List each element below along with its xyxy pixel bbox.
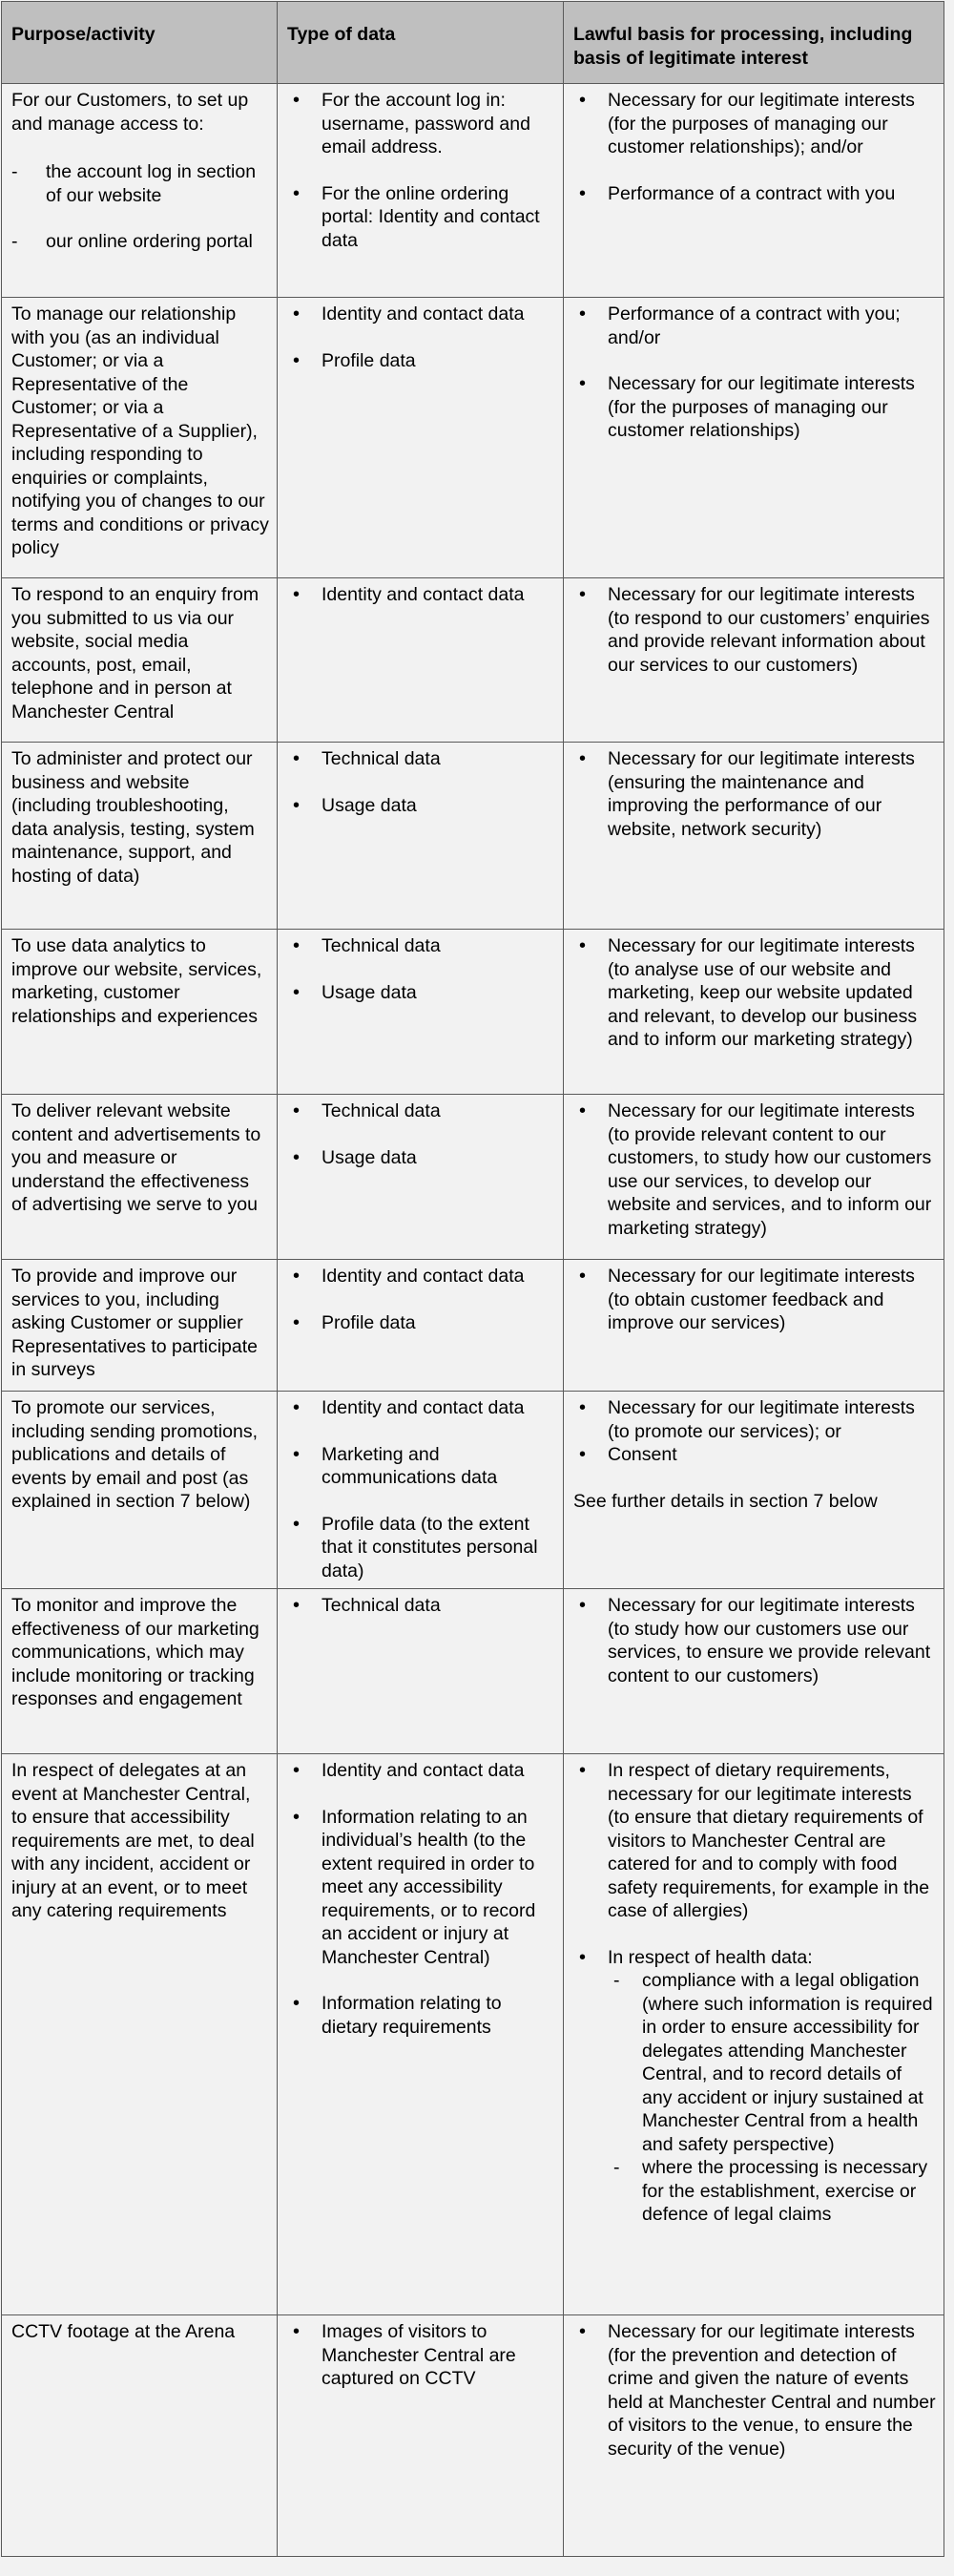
list-item: • Technical data [287, 934, 555, 958]
basis-cell [564, 1095, 944, 1260]
type-cell [278, 1589, 564, 1754]
list-item: • Usage data [287, 981, 555, 1005]
list-item-text: In respect of health data: [608, 1946, 813, 1968]
list-item: • In respect of dietary requirements, necessary for our legitimate interests (to ensure that dietary requirements of visitors to Manchester Central are catered for and to comply with food safety requirements, for example in the case of allergies) [573, 1759, 936, 1923]
purpose-text: CCTV footage at the Arena [11, 2321, 236, 2342]
basis-list [573, 934, 936, 1052]
purpose-cell [2, 2315, 278, 2557]
list-item: • Necessary for our legitimate interests (ensuring the maintenance and improving the performance of our website, network security) [573, 747, 936, 841]
list-item: • Identity and contact data [287, 583, 555, 607]
basis-cell [564, 1589, 944, 1754]
table-row [2, 1392, 944, 1589]
type-cell [278, 743, 564, 930]
purpose-list [11, 160, 269, 254]
table-row [2, 84, 944, 298]
type-list [287, 1265, 555, 1334]
type-cell [278, 84, 564, 298]
type-cell [278, 930, 564, 1095]
purpose-cell [2, 930, 278, 1095]
table-row [2, 930, 944, 1095]
list-item: • Necessary for our legitimate interests (to promote our services); or [573, 1396, 936, 1443]
type-cell [278, 1095, 564, 1260]
header-lawful-basis: Lawful basis for processing, including basis of legitimate interest [564, 2, 944, 84]
type-list [287, 303, 555, 372]
list-item: • Usage data [287, 1146, 555, 1170]
basis-list [573, 1759, 936, 2227]
list-item: • Necessary for our legitimate interests (for the purposes of managing our customer relationships) [573, 372, 936, 443]
table-row [2, 298, 944, 578]
type-list [287, 1759, 555, 2039]
table-row [2, 1095, 944, 1260]
list-item: • Identity and contact data [287, 303, 555, 326]
sub-list [608, 1969, 936, 2227]
purpose-text: To monitor and improve the effectiveness of our marketing communications, which may include monitoring or tracking responses and engagement [11, 1595, 259, 1709]
basis-list [573, 1265, 936, 1335]
type-list [287, 934, 555, 1004]
basis-note: See further details in section 7 below [573, 1490, 878, 1512]
basis-list [573, 1594, 936, 1687]
table-row [2, 1754, 944, 2315]
type-list [287, 89, 555, 252]
type-list [287, 1396, 555, 1582]
basis-cell [564, 2315, 944, 2557]
purpose-cell [2, 578, 278, 743]
purpose-text: To respond to an enquiry from you submitted to us via our website, social media accounts, post, email, telephone and in person at Manchester Central [11, 584, 259, 723]
purpose-text: To use data analytics to improve our website, services, marketing, customer relationships and experiences [11, 935, 262, 1027]
header-type-of-data: Type of data [278, 2, 564, 84]
list-item: - the account log in section of our website [11, 160, 269, 207]
type-list [287, 1100, 555, 1169]
sub-list-item: - compliance with a legal obligation (where such information is required in order to ensure accessibility for delegates attending Manchester Central, and to record details of any accident or injury sustained at Manchester Central from a health and safety perspective) [608, 1969, 936, 2156]
type-cell [278, 1392, 564, 1589]
basis-list [573, 583, 936, 677]
list-item: • Performance of a contract with you; and/or [573, 303, 936, 349]
type-cell [278, 1260, 564, 1392]
basis-cell [564, 1392, 944, 1589]
list-item: • Images of visitors to Manchester Central are captured on CCTV [287, 2320, 555, 2391]
list-item: - our online ordering portal [11, 230, 269, 254]
list-item [573, 1946, 936, 2227]
header-row [2, 2, 944, 84]
list-item: • Identity and contact data [287, 1265, 555, 1288]
basis-cell [564, 1260, 944, 1392]
list-item: • Information relating to an individual’s health (to the extent required in order to meet any accessibility requirements, or to record an accident or injury at Manchester Central) [287, 1806, 555, 1970]
purpose-cell [2, 743, 278, 930]
list-item: • Technical data [287, 1594, 555, 1618]
purpose-cell [2, 84, 278, 298]
purpose-text: To administer and protect our business and website (including troubleshooting, data analysis, testing, system maintenance, support, and hosting of data) [11, 748, 255, 887]
list-item: • Identity and contact data [287, 1396, 555, 1420]
basis-list [573, 89, 936, 205]
purpose-cell [2, 1589, 278, 1754]
basis-list [573, 1396, 936, 1467]
basis-list [573, 747, 936, 841]
list-item: • Necessary for our legitimate interests (to study how our customers use our services, to ensure we provide relevant content to our customers) [573, 1594, 936, 1687]
table-row [2, 743, 944, 930]
list-item: • Necessary for our legitimate interests (for the purposes of managing our customer relationships); and/or [573, 89, 936, 159]
purpose-cell [2, 1754, 278, 2315]
basis-cell [564, 84, 944, 298]
table-row [2, 1260, 944, 1392]
header-purpose: Purpose/activity [2, 2, 278, 84]
type-list [287, 747, 555, 817]
list-item: • Necessary for our legitimate interests (to provide relevant content to our customers, to study how our customers use our services, to develop our website and services, and to inform our marketing strategy) [573, 1100, 936, 1240]
type-list [287, 583, 555, 607]
type-cell [278, 2315, 564, 2557]
type-list [287, 2320, 555, 2391]
list-item: • For the account log in: username, password and email address. [287, 89, 555, 159]
basis-cell [564, 578, 944, 743]
purpose-text: For our Customers, to set up and manage access to: [11, 90, 249, 135]
basis-cell [564, 743, 944, 930]
type-list [287, 1594, 555, 1618]
basis-cell [564, 930, 944, 1095]
table-row [2, 578, 944, 743]
purpose-cell [2, 1095, 278, 1260]
sub-list-item: - where the processing is necessary for the establishment, exercise or defence of legal claims [608, 2156, 936, 2227]
table-row [2, 2315, 944, 2557]
purpose-text: To provide and improve our services to you, including asking Customer or supplier Representatives to participate in surveys [11, 1266, 258, 1380]
list-item: • Usage data [287, 794, 555, 818]
basis-cell [564, 1754, 944, 2315]
basis-cell [564, 298, 944, 578]
lawful-basis-table [1, 1, 944, 2557]
list-item: • Profile data [287, 349, 555, 373]
purpose-text: To manage our relationship with you (as an individual Customer; or via a Representative of the Customer; or via a Representative of a Supplier), including responding to enquiries or complaints, notifying you of changes to our terms and conditions or privacy policy [11, 304, 269, 558]
list-item: • Information relating to dietary requirements [287, 1992, 555, 2039]
basis-list [573, 1100, 936, 1240]
list-item: • Technical data [287, 1100, 555, 1123]
list-item: • Marketing and communications data [287, 1443, 555, 1490]
purpose-cell [2, 1260, 278, 1392]
purpose-text: To promote our services, including sending promotions, publications and details of events by email and post (as explained in section 7 below) [11, 1397, 258, 1512]
basis-list [573, 2320, 936, 2461]
list-item: • Technical data [287, 747, 555, 771]
purpose-text: In respect of delegates at an event at Manchester Central, to ensure that accessibility requirements are met, to deal with any incident, accident or injury at an event, or to meet any catering requirements [11, 1760, 255, 1921]
type-cell [278, 1754, 564, 2315]
list-item: • Identity and contact data [287, 1759, 555, 1783]
list-item: • Necessary for our legitimate interests (to obtain customer feedback and improve our services) [573, 1265, 936, 1335]
purpose-text: To deliver relevant website content and advertisements to you and measure or understand the effectiveness of advertising we serve to you [11, 1100, 261, 1215]
purpose-cell [2, 298, 278, 578]
basis-list [573, 303, 936, 443]
purpose-cell [2, 1392, 278, 1589]
list-item: • Consent [573, 1443, 936, 1467]
list-item: • Profile data [287, 1311, 555, 1335]
list-item: • For the online ordering portal: Identity and contact data [287, 182, 555, 253]
type-cell [278, 578, 564, 743]
type-cell [278, 298, 564, 578]
list-item: • Necessary for our legitimate interests (to analyse use of our website and marketing, keep our website updated and relevant, to develop our business and to inform our marketing strategy) [573, 934, 936, 1052]
list-item: • Profile data (to the extent that it constitutes personal data) [287, 1513, 555, 1583]
list-item: • Necessary for our legitimate interests (for the prevention and detection of crime and given the nature of events held at Manchester Central and number of visitors to the venue, to ensure the security of the venue) [573, 2320, 936, 2461]
list-item: • Necessary for our legitimate interests (to respond to our customers’ enquiries and provide relevant information about our services to our customers) [573, 583, 936, 677]
table-row [2, 1589, 944, 1754]
list-item: • Performance of a contract with you [573, 182, 936, 206]
